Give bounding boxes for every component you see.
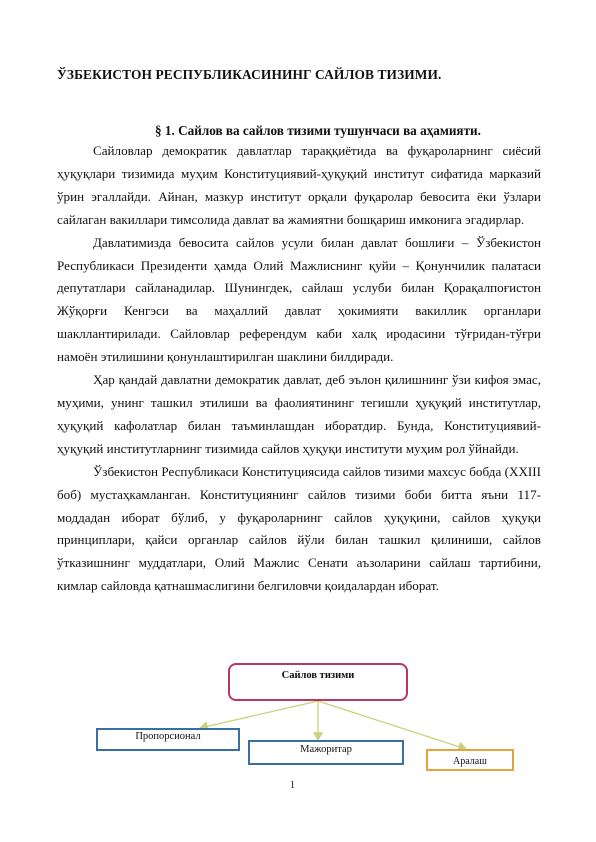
diagram-node-mixed: Аралаш: [426, 749, 514, 771]
connector-proportional: [200, 701, 318, 728]
diagram-root-node: Сайлов тизими: [228, 663, 408, 701]
diagram-node-proportional: Пропорсионал: [96, 728, 240, 751]
paragraph: Сайловлар демократик давлатлар тараққиётида ва фуқароларнинг сиёсий ҳуқуқлари тизимида муҳим Конституциявий-ҳуқуқий институт сифатида марказий ўрин эгаллайди. Айнан, мазкур институт орқали фуқаролар бевосита ёки ўзлари сайлаган вакиллари тимсолида давлат ва жамиятни бошқариш имконига эгадирлар.: [57, 143, 541, 227]
electoral-system-diagram: [0, 660, 596, 790]
paragraph: Давлатимизда бевосита сайлов усули билан давлат бошлиғи – Ўзбекистон Республикаси Президенти ҳамда Олий Мажлиснинг қуйи – Қонунчилик палатаси депутатлари сайланадилар. Шунингдек, сайлаш услуби билан Қорақалпоғистон Жўқорғи Кенгэси ва маҳаллий давлат ҳокимияти вакиллик органлари шакллантирилади. Сайловлар референдум каби халқ иродасини тўғридан-тўғри намоён этилишини қонунлаштирилган шаклини билдиради.: [57, 234, 541, 365]
page-number: 1: [290, 780, 295, 791]
diagram-node-majoritarian: Мажоритар: [248, 740, 404, 765]
page-title: ЎЗБЕКИСТОН РЕСПУБЛИКАСИНИНГ САЙЛОВ ТИЗИМИ.: [57, 67, 442, 82]
paragraph: Ҳар қандай давлатни демократик давлат, деб эълон қилишнинг ўзи кифоя эмас, муҳими, унинг ташкил этилиши ва фаолиятининг тегишли ҳуқуқий институтлар, ҳуқуқий кафолатлар билан таъминлашдан иборатдир. Бунда, Конституциявий-ҳуқуқий институтларнинг тизимида сайлов ҳуқуқи институти муҳим рол ўйнайди.: [57, 372, 541, 456]
section-heading: § 1. Сайлов ва сайлов тизими тушунчаси ва аҳамияти.: [155, 123, 481, 138]
body-text: [57, 140, 541, 598]
paragraph: Ўзбекистон Республикаси Конституциясида сайлов тизими махсус бобда (XXIII боб) мустаҳкамланган. Конституциянинг сайлов тизими боби битта яъни 117-моддадан иборат бўлиб, у фуқароларнинг сайлов ҳуқуқини, сайлов ҳуқуқи принциплари, қайси органлар сайлов йўли билан ташкил қилиниши, сайлов ўтказишнинг муддатлари, Олий Мажлис Сенати аъзоларини сайлаш тартибини, кимлар сайловда қатнашмаслигини белгиловчи қоидалардан иборат.: [57, 463, 541, 594]
